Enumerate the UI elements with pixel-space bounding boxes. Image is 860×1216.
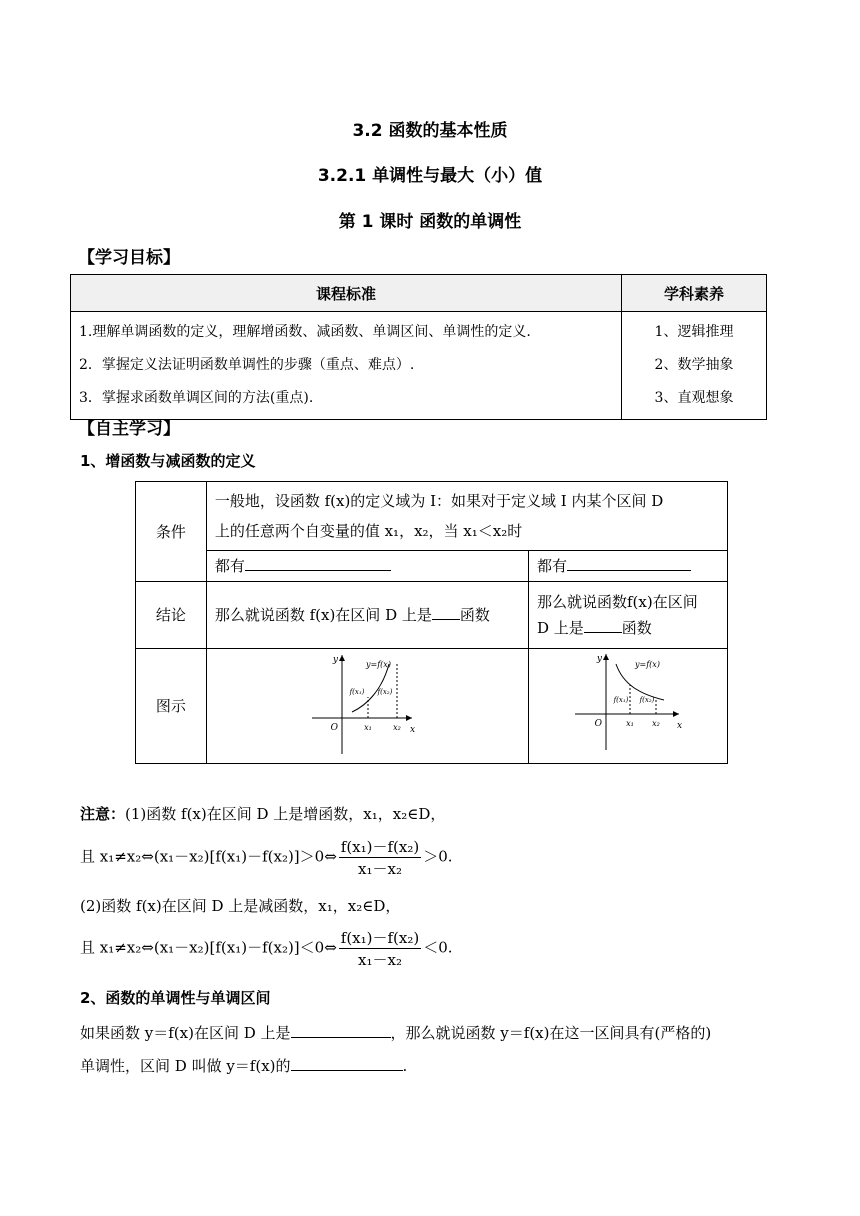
x-label: x [677,721,683,731]
note-text-4: 且 x₁≠x₂⇔(x₁－x₂)[f(x₁)－f(x₂)]＜0⇔ [80,938,337,957]
blank-decreasing [567,556,691,571]
x-axis-arrow [673,711,679,717]
note-line-3 [80,895,400,916]
y-axis-arrow [603,654,609,660]
note-text-2-end: ＞0. [423,847,453,866]
paragraph-line-2 [80,1055,407,1076]
note-text-2: 且 x₁≠x₂⇔(x₁－x₂)[f(x₁)－f(x₂)]＞0⇔ [80,847,337,866]
origin-label: O [330,723,338,733]
blank-conclusion-right [584,618,622,633]
increasing-graph [207,650,513,762]
definition-table [135,481,728,764]
conclusion-text-2: D 上是 [537,619,584,637]
note-text-4-end: ＜0. [423,938,453,957]
conclusion-text: 那么就说函数 f(x)在区间 D 上是 [214,606,432,624]
note-line-2 [80,836,453,879]
origin-label: O [594,719,602,729]
heading-self-study: 【自主学习】 [78,419,180,439]
blank-conclusion-left [432,605,460,620]
conclusion-text: 那么就说函数f(x)在区间 [537,593,698,611]
condition-increasing [206,551,528,582]
note-text-3: (2)函数 f(x)在区间 D 上是减函数，x₁，x₂∈D， [80,897,401,915]
literacy-item: 3、直观想象 [654,390,734,406]
x2-label: x₂ [652,719,660,728]
x2-label: x₂ [392,723,401,732]
y-label: y [596,654,602,664]
condition-decreasing [529,551,728,582]
fx2-label: f(x₂) [639,696,655,704]
all-have-label: 都有 [214,557,245,575]
y-axis-arrow [339,655,345,661]
blank-paragraph-1 [291,1023,391,1038]
x-label: x [409,725,415,735]
fraction-numerator: f(x₁)－f(x₂) [340,929,420,947]
decreasing-graph [529,650,727,762]
fraction-decreasing [339,927,421,970]
blank-paragraph-2 [291,1056,403,1071]
header-literacy: 学科素养 [622,275,767,312]
graph-decreasing-cell [529,649,728,764]
note-line-1 [80,803,445,824]
label-graph: 图示 [136,649,207,764]
title-lesson: 第 1 课时 函数的单调性 [338,212,522,232]
standard-item: 3．掌握求函数单调区间的方法(重点). [79,390,314,406]
paragraph-text-a: 如果函数 y＝f(x)在区间 D 上是 [80,1024,291,1042]
note-label: 注意： [80,805,126,823]
subheading-definition: 1、增函数与减函数的定义 [80,452,256,470]
subheading-monotonic-interval: 2、函数的单调性与单调区间 [80,989,271,1007]
paragraph-line-1 [80,1022,711,1043]
title-section: 3.2 函数的基本性质 [352,121,508,141]
condition-line-2: 上的任意两个自变量的值 x₁，x₂，当 x₁＜x₂时 [214,522,523,540]
y-label: y [332,655,338,665]
standard-item: 1.理解单调函数的定义，理解增函数、减函数、单调区间、单调性的定义. [79,324,531,340]
conclusion-suffix: 函数 [621,619,652,637]
x1-label: x₁ [626,719,634,728]
literacy-cell [622,312,767,420]
label-condition: 条件 [136,482,207,582]
goals-table [70,274,767,420]
literacy-item: 2、数学抽象 [654,357,734,373]
fraction-increasing [339,836,421,879]
fraction-denominator: x₁－x₂ [358,860,402,878]
title-subsection: 3.2.1 单调性与最大（小）值 [317,166,543,186]
all-have-label: 都有 [537,557,568,575]
conclusion-suffix: 函数 [459,606,490,624]
decreasing-curve [616,664,664,700]
paragraph-text-d: . [402,1057,408,1075]
standards-cell [71,312,622,420]
paragraph-text-c: 单调性，区间 D 叫做 y＝f(x)的 [80,1057,291,1075]
fraction-numerator: f(x₁)－f(x₂) [340,838,420,856]
blank-increasing [245,556,391,571]
note-text-1: (1)函数 f(x)在区间 D 上是增函数，x₁，x₂∈D， [125,805,446,823]
fx2-label: f(x₂) [377,688,393,696]
curve-label: y=f(x) [365,660,391,669]
paragraph-text-b: ，那么就说函数 y＝f(x)在这一区间具有(严格的) [390,1024,712,1042]
conclusion-decreasing [529,582,728,649]
graph-increasing-cell [206,649,528,764]
literacy-item: 1、逻辑推理 [654,324,734,340]
curve-label: y=f(x) [635,660,660,669]
note-line-4 [80,927,453,970]
conclusion-increasing [206,582,528,649]
heading-learning-goals: 【学习目标】 [78,248,180,268]
fx1-label: f(x₁) [349,688,365,696]
condition-line-1: 一般地，设函数 f(x)的定义域为 I：如果对于定义域 I 内某个区间 D [214,492,664,510]
condition-text [206,482,727,551]
fraction-denominator: x₁－x₂ [358,951,402,969]
label-conclusion: 结论 [136,582,207,649]
header-curriculum-standard: 课程标准 [71,275,622,312]
fx1-label: f(x₁) [613,696,629,704]
x1-label: x₁ [363,723,372,732]
x-axis-arrow [406,715,412,721]
standard-item: 2．掌握定义法证明函数单调性的步骤（重点、难点）. [79,357,415,373]
